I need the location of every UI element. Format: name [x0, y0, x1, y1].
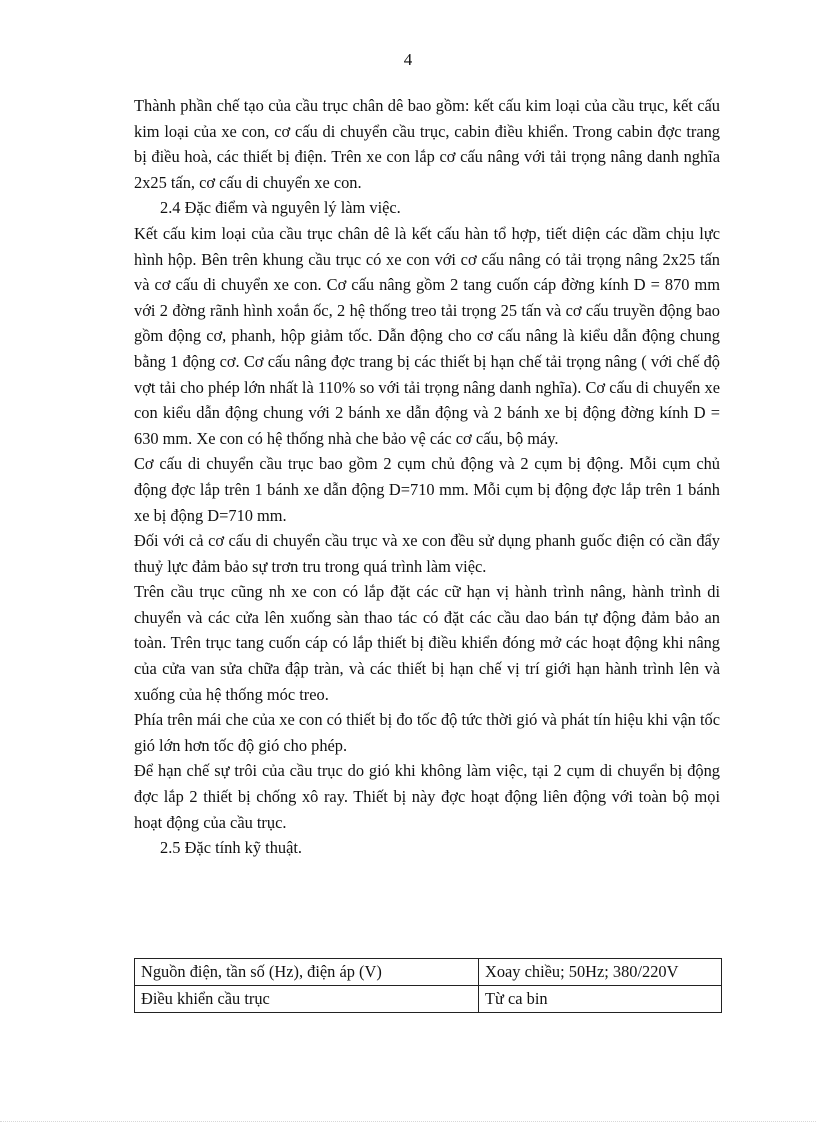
- page-bottom-divider: [0, 1121, 816, 1122]
- paragraph-rail-clamps: Để hạn chế sự trôi của cầu trục do gió khi không làm việc, tại 2 cụm di chuyển bị động đợc lắp 2 thiết bị chống xô ray. Thiết bị này đợc hoạt động liên động với toàn bộ mọi hoạt động của cầu trục.: [134, 761, 720, 832]
- paragraph-wind-sensor: Phía trên mái che của xe con có thiết bị đo tốc độ tức thời gió và phát tín hiệu khi vận tốc gió lớn hơn tốc độ gió cho phép.: [134, 710, 720, 755]
- table-cell-label: Điều khiển cầu trục: [135, 986, 479, 1013]
- table-cell-value: Từ ca bin: [479, 986, 722, 1013]
- section-heading-2-5: 2.5 Đặc tính kỹ thuật.: [160, 838, 303, 858]
- table-row: [135, 959, 722, 986]
- paragraph-brakes: Đối với cả cơ cấu di chuyển cầu trục và xe con đều sử dụng phanh guốc điện có cần đẩy thuỷ lực đảm bảo sự trơn tru trong quá trình làm việc.: [134, 531, 720, 576]
- paragraph-limit-switches: Trên cầu trục cũng nh xe con có lắp đặt các cữ hạn vị hành trình nâng, hành trình di chuyển và các cửa lên xuống sàn thao tác có đặt các cầu dao bán tự động đảm bảo an toàn. Trên trục tang cuốn cáp có lắp thiết bị điều khiển đóng mở các hoạt động khi nâng của cửa van sửa chữa đập tràn, và các thiết bị hạn chế vị trí giới hạn hành trình lên và xuống của hệ thống móc treo.: [134, 582, 720, 704]
- document-body: [134, 93, 720, 861]
- table-row: [135, 986, 722, 1013]
- paragraph-structure: Kết cấu kim loại của cầu trục chân dê là kết cấu hàn tổ hợp, tiết diện các dầm chịu lực hình hộp. Bên trên khung cầu trục có xe con với cơ cấu nâng có tải trọng nâng 2x25 tấn và cơ cấu di chuyển xe con. Cơ cấu nâng gồm 2 tang cuốn cáp đờng kính D = 870 mm với 2 đờng rãnh hình xoắn ốc, 2 hệ thống treo tải trọng 25 tấn và cơ cấu truyền động bao gồm động cơ, phanh, hộp giảm tốc. Dẫn động cho cơ cấu nâng là kiểu dẫn động chung bằng 1 động cơ. Cơ cấu nâng đợc trang bị các thiết bị hạn chế tải trọng nâng ( với chế độ vợt tải cho phép lớn nhất là 110% so với tải trọng nâng danh nghĩa). Cơ cấu di chuyển xe con kiểu dẫn động chung với 2 bánh xe dẫn động và 2 bánh xe bị động đờng kính D = 630 mm. Xe con có hệ thống nhà che bảo vệ các cơ cấu, bộ máy.: [134, 223, 720, 448]
- paragraph-travel-mechanism: Cơ cấu di chuyển cầu trục bao gồm 2 cụm chủ động và 2 cụm bị động. Mỗi cụm chủ động đợc lắp trên 1 bánh xe dẫn động D=710 mm. Mỗi cụm bị động đợc lắp trên 1 bánh xe bị động D=710 mm.: [134, 454, 720, 525]
- paragraph-components: Thành phần chế tạo của cầu trục chân dê bao gồm: kết cấu kim loại của cầu trục, kết cấu kim loại của xe con, cơ cấu di chuyển cầu trục, cabin điều khiển. Trong cabin đợc trang bị điều hoà, các thiết bị điện. Trên xe con lắp cơ cấu nâng với tải trọng nâng danh nghĩa 2x25 tấn, cơ cấu di chuyển xe con.: [134, 96, 720, 192]
- table-cell-label: Nguồn điện, tần số (Hz), điện áp (V): [135, 959, 479, 986]
- section-heading-2-4: 2.4 Đặc điểm và nguyên lý làm việc.: [160, 198, 401, 218]
- table-cell-value: Xoay chiều; 50Hz; 380/220V: [479, 959, 722, 986]
- spec-table: [134, 958, 722, 1013]
- page-number: 4: [403, 50, 413, 69]
